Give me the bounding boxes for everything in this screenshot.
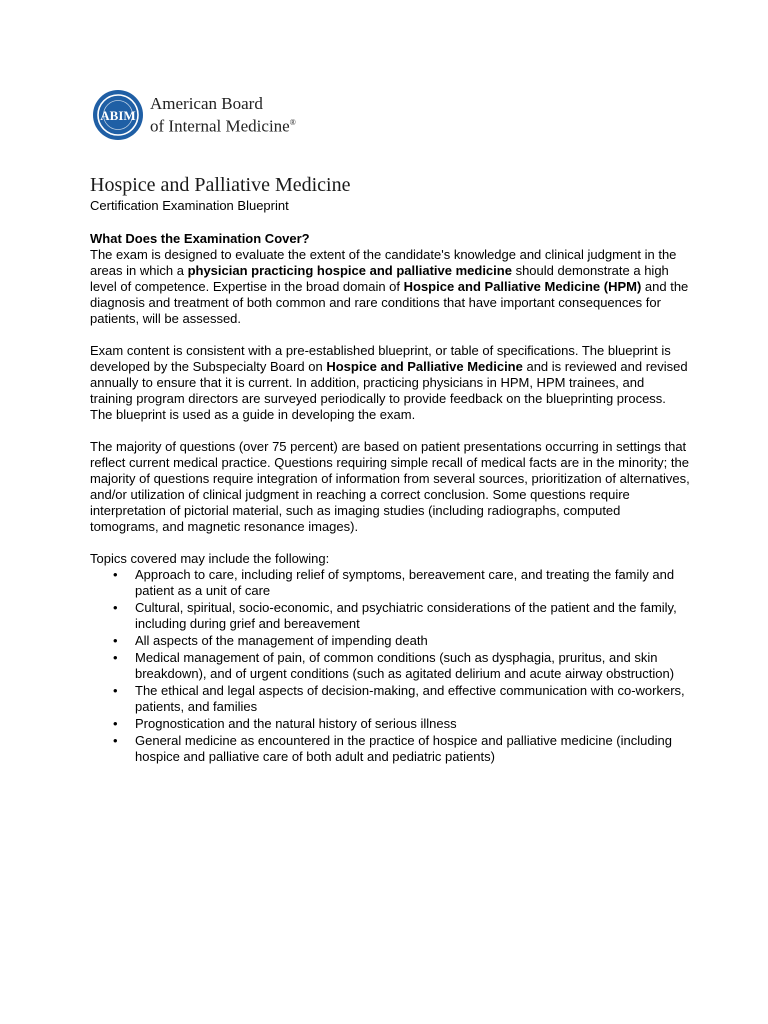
org-name <box>150 94 296 136</box>
p1-text-c: should demonstrate a high level of competence. Expertise in the broad domain of <box>90 263 669 294</box>
list-item: • Medical management of pain, of common conditions (such as dysphagia, pruritus, and skin breakdown), and of urgent conditions (such as agitated delirium and acute airway obstruction) <box>135 650 690 682</box>
list-item: • General medicine as encountered in the practice of hospice and palliative medicine (including hospice and palliative care of both adult and pediatric patients) <box>135 733 690 765</box>
document-title: Hospice and Palliative Medicine <box>90 174 351 196</box>
section-heading: What Does the Examination Cover? <box>90 231 310 246</box>
registered-mark: ® <box>289 118 296 128</box>
p1-text-a: The exam is designed to evaluate the extent of the candidate's knowledge and clinical judgment in the areas in which a <box>90 247 677 278</box>
paragraph-blueprint <box>90 343 690 423</box>
list-item: • Prognostication and the natural history of serious illness <box>135 716 690 732</box>
p1-bold-physician: physician practicing hospice and palliative medicine <box>187 263 512 278</box>
p2-text-c: and is reviewed and revised annually to ensure that it is current. In addition, practicing physicians in HPM, HPM trainees, and training program directors are surveyed periodically to provide feedback on the blueprinting process. The blueprint is used as a guide in developing the exam. <box>90 359 688 422</box>
p1-text-e: and the diagnosis and treatment of both common and rare conditions that have important consequences for patients, will be assessed. <box>90 279 689 326</box>
org-name-line1: American Board <box>150 94 263 114</box>
abim-seal-icon <box>92 89 144 141</box>
abim-logo <box>92 89 296 141</box>
p1-bold-hpm: Hospice and Palliative Medicine (HPM) <box>403 279 642 294</box>
list-item: • Approach to care, including relief of symptoms, bereavement care, and treating the family and patient as a unit of care <box>135 567 690 599</box>
list-item: • All aspects of the management of impending death <box>135 633 690 649</box>
p2-text-a: Exam content is consistent with a pre-established blueprint, or table of specifications. The blueprint is developed by the Subspecialty Board on <box>90 343 671 374</box>
document-body <box>90 231 690 766</box>
seal-letters: ABIM <box>100 108 136 123</box>
paragraph-questions: The majority of questions (over 75 percent) are based on patient presentations occurring in settings that reflect current medical practice. Questions requiring simple recall of medical facts are in the minority; the majority of questions require integration of information from several sources, prioritization of alternatives, and/or utilization of clinical judgment in reaching a correct conclusion. Some questions require interpretation of pictorial material, such as imaging studies (including radiographs, computed tomograms, and magnetic resonance images). <box>90 439 690 534</box>
document-subtitle: Certification Examination Blueprint <box>90 198 289 213</box>
topics-list <box>90 567 690 765</box>
paragraph-exam-purpose <box>90 247 690 327</box>
list-item: • Cultural, spiritual, socio-economic, and psychiatric considerations of the patient and the family, including during grief and bereavement <box>135 600 690 632</box>
org-name-line2: of Internal Medicine® <box>150 116 296 136</box>
list-item: • The ethical and legal aspects of decision-making, and effective communication with co-workers, patients, and families <box>135 683 690 715</box>
p2-bold-board: Hospice and Palliative Medicine <box>326 359 523 374</box>
topics-intro: Topics covered may include the following: <box>90 551 330 566</box>
